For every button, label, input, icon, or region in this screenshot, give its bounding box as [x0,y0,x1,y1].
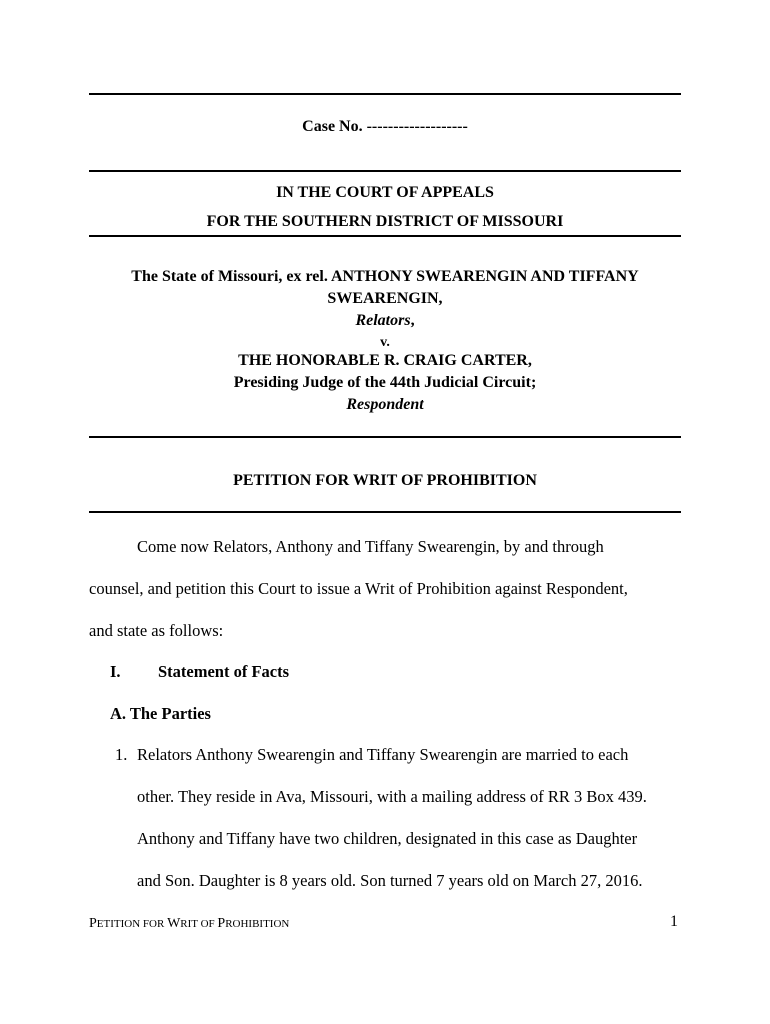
footer-small-1: ETITION FOR [96,918,168,930]
relators-comma: , [410,312,415,329]
caption-versus: v. [380,335,390,350]
footer-title [89,914,289,932]
caption-relators [89,312,681,330]
title-rule [89,511,681,513]
respondent-name: THE HONORABLE R. CRAIG CARTER, [238,352,532,369]
caption-line1: The State of Missouri, ex rel. ANTHONY SWEARENGIN AND TIFFANY [131,268,639,285]
footer-small-2: RIT OF [180,918,218,930]
paragraph1-number: 1. [115,745,128,764]
footer-cap-1: P [89,916,97,931]
case-number-rule [89,170,681,172]
top-rule [89,93,681,95]
document-title: PETITION FOR WRIT OF PROHIBITION [233,472,537,489]
footer-cap-2: W [167,916,181,931]
section-number: I. [110,662,121,681]
paragraph1-line2: other. They reside in Ava, Missouri, with a mailing address of RR 3 Box 439. [137,787,647,806]
caption-line2: SWEARENGIN, [327,290,443,307]
case-number: Case No. ------------------- [302,118,468,135]
paragraph1-line4: and Son. Daughter is 8 years old. Son turned 7 years old on March 27, 2016. [137,871,643,890]
page-number: 1 [670,913,678,930]
section-title: Statement of Facts [158,662,290,681]
intro-line2: counsel, and petition this Court to issue a Writ of Prohibition against Respondent, [89,579,628,598]
court-name-line2: FOR THE SOUTHERN DISTRICT OF MISSOURI [206,213,564,230]
intro-line1: Come now Relators, Anthony and Tiffany Swearengin, by and through [137,537,604,556]
respondent-title: Presiding Judge of the 44th Judicial Circuit; [233,374,537,391]
footer-small-3: ROHIBITION [225,918,290,930]
paragraph1-line1: Relators Anthony Swearengin and Tiffany Swearengin are married to each [137,745,629,764]
intro-line3: and state as follows: [89,621,224,640]
footer-cap-3: P [217,916,226,931]
respondent-label: Respondent [346,396,424,413]
subsection-heading: A. The Parties [110,704,211,723]
court-name-line1: IN THE COURT OF APPEALS [276,184,494,201]
court-rule [89,235,681,237]
relators-label: Relators [355,312,411,329]
caption-rule [89,436,681,438]
paragraph1-line3: Anthony and Tiffany have two children, designated in this case as Daughter [137,829,638,848]
